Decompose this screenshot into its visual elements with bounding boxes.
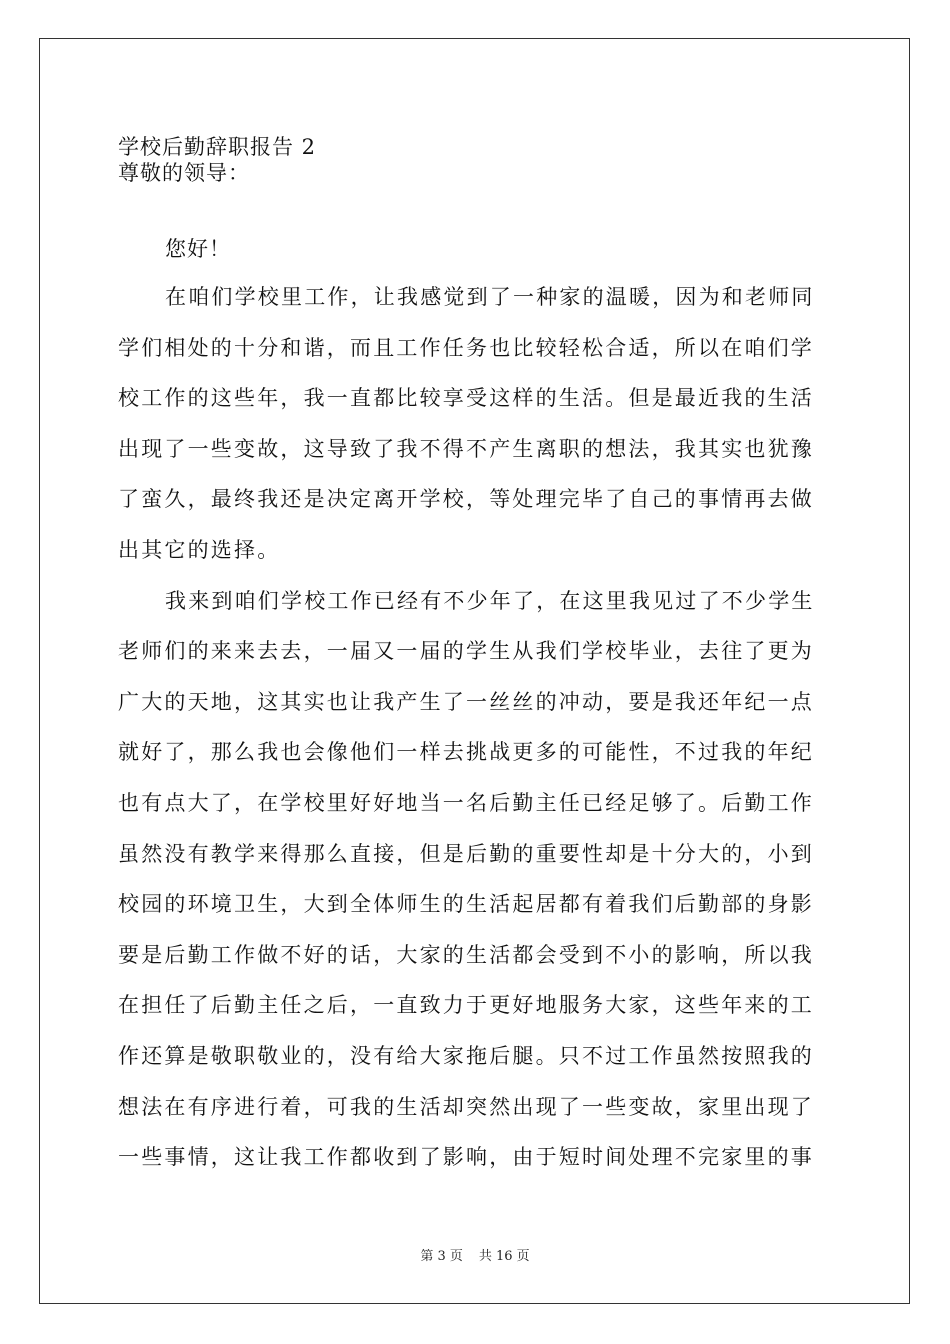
text-line: 了蛮久，最终我还是决定离开学校，等处理完毕了自己的事情再去做 xyxy=(118,487,814,512)
page-footer xyxy=(0,1247,950,1267)
text-line: 一些事情，这让我工作都收到了影响，由于短时间处理不完家里的事 xyxy=(118,1145,814,1170)
greeting: 您好！ xyxy=(165,237,231,261)
document-title: 学校后勤辞职报告 2 xyxy=(118,135,317,159)
text-line: 出其它的选择。 xyxy=(118,537,281,562)
salutation: 尊敬的领导： xyxy=(118,161,250,185)
text-line: 就好了，那么我也会像他们一样去挑战更多的可能性，不过我的年纪 xyxy=(118,740,814,765)
text-line: 我来到咱们学校工作已经有不少年了，在这里我见过了不少学生 xyxy=(165,588,815,613)
text-line: 虽然没有教学来得那么直接，但是后勤的重要性却是十分大的，小到 xyxy=(118,841,814,866)
letter-body xyxy=(118,282,832,1193)
text-line: 在咱们学校里工作，让我感觉到了一种家的温暖，因为和老师同 xyxy=(165,285,815,309)
text-line: 作还算是敬职敬业的，没有给大家拖后腿。只不过工作虽然按照我的 xyxy=(118,1043,814,1068)
text-line: 出现了一些变故，这导致了我不得不产生离职的想法，我其实也犹豫 xyxy=(118,436,814,461)
page-number: 第 3 页 xyxy=(420,1249,463,1264)
text-line: 想法在有序进行着，可我的生活却突然出现了一些变故，家里出现了 xyxy=(118,1094,814,1119)
text-line: 校工作的这些年，我一直都比较享受这样的生活。但是最近我的生活 xyxy=(118,386,814,411)
text-line: 也有点大了，在学校里好好地当一名后勤主任已经足够了。后勤工作 xyxy=(118,790,814,815)
text-line: 在担任了后勤主任之后，一直致力于更好地服务大家，这些年来的工 xyxy=(118,993,814,1018)
page-total: 共 16 页 xyxy=(478,1249,530,1264)
text-line: 老师们的来来去去，一届又一届的学生从我们学校毕业，去往了更为 xyxy=(118,639,814,664)
text-line: 广大的天地，这其实也让我产生了一丝丝的冲动，要是我还年纪一点 xyxy=(118,689,814,714)
text-line: 要是后勤工作做不好的话，大家的生活都会受到不小的影响，所以我 xyxy=(118,942,814,967)
text-line: 校园的环境卫生，大到全体师生的生活起居都有着我们后勤部的身影 xyxy=(118,892,814,917)
text-line: 学们相处的十分和谐，而且工作任务也比较轻松合适，所以在咱们学 xyxy=(118,335,814,360)
